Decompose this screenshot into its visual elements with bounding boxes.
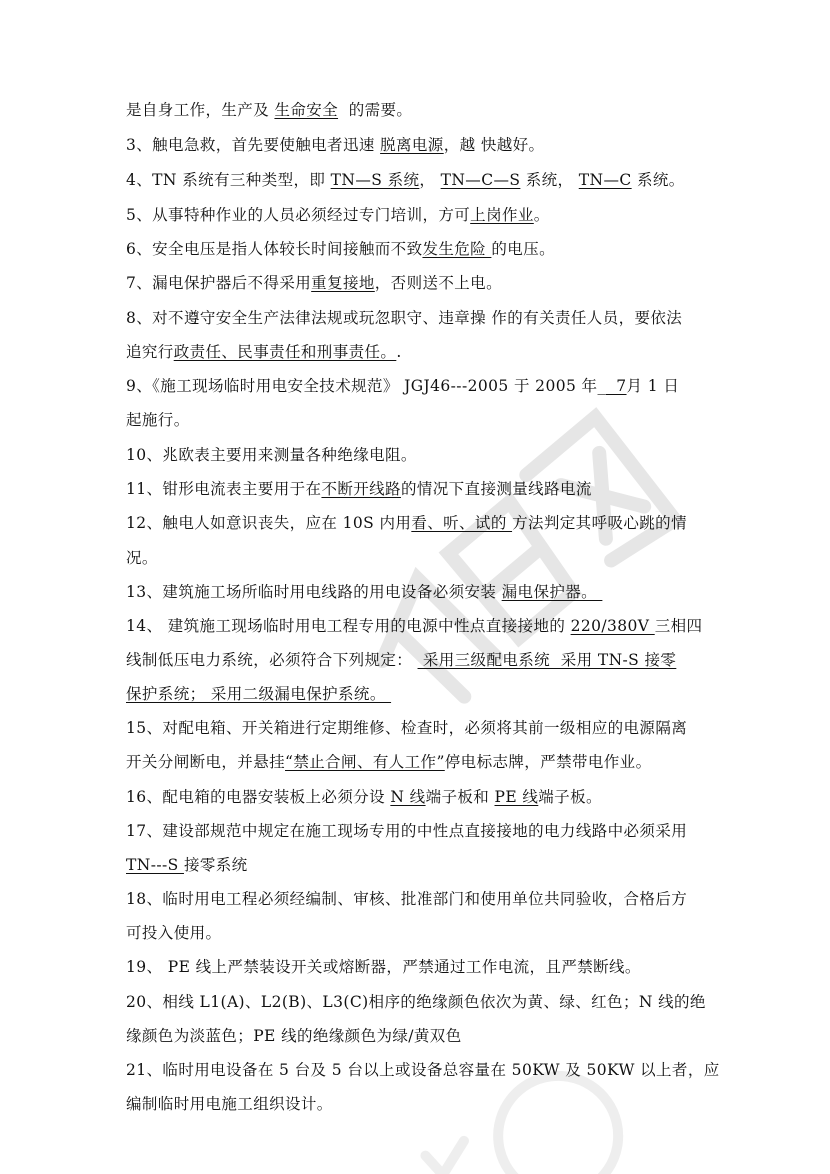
text: 的电压。 [491, 240, 556, 258]
text: 13、建筑施工场所临时用电线路的用电设备必须安装 [126, 583, 502, 601]
text: 19、 PE 线上严禁装设开关或熔断器，严禁通过工作电流，且严禁断线。 [126, 958, 641, 976]
answer: 脱离电源 [380, 136, 444, 154]
line-27 [126, 990, 706, 1012]
line-25 [126, 921, 221, 943]
text: 可投入使用。 [126, 924, 222, 942]
line-19 [126, 716, 687, 738]
line-1 [126, 98, 412, 120]
line-3 [126, 168, 685, 190]
answer: N 线 [390, 788, 426, 806]
text: 起施行。 [126, 411, 190, 429]
text: 线制低压电力系统，必须符合下列规定： [126, 651, 418, 669]
text: 14、 建筑施工现场临时用电工程专用的电源中性点直接接地的 [126, 617, 571, 635]
answer: 保护系统； 采用二级漏电保护系统。 [126, 685, 392, 703]
text: 是自身工作，生产及 [126, 101, 275, 119]
line-13 [126, 511, 687, 533]
line-26 [126, 955, 641, 977]
line-30 [126, 1092, 333, 1114]
line-21 [126, 785, 602, 807]
text: 21、临时用电设备在 5 台及 5 台以上或设备总容量在 50KW 及 50KW 以上者，应 [126, 1061, 720, 1079]
text: 系统， [520, 171, 579, 189]
text: 端子板和 [425, 788, 495, 806]
text: 三相四 [654, 617, 703, 635]
line-11 [126, 443, 417, 465]
line-16 [126, 614, 702, 636]
line-15 [126, 580, 602, 602]
line-2 [126, 133, 544, 155]
text: 的需要。 [338, 101, 413, 119]
answer: 政责任、民事责任和刑事责任。 [173, 343, 397, 361]
text: 5、从事特种作业的人员必须经过专门培训，方可 [126, 206, 471, 224]
line-6 [126, 271, 502, 293]
text: 8、对不遵守安全生产法律法规或玩忽职守、违章操 作的有关责任人员，要依法 [126, 309, 683, 327]
text: 3、触电急救，首先要使触电者迅速 [126, 136, 381, 154]
answer: 看、听、试的 [411, 514, 513, 532]
answer: 7 [605, 377, 627, 395]
line-4 [126, 203, 550, 225]
text: 4、TN 系统有三种类型，即 [126, 171, 331, 189]
text: 7、漏电保护器后不得采用 [126, 274, 312, 292]
text: 15、对配电箱、开关箱进行定期维修、检查时，必须将其前一级相应的电源隔离 [126, 719, 688, 737]
text: 20、相线 L1(A)、L2(B)、L3(C)相序的绝缘颜色依次为黄、绿、红色；N 线的绝 [126, 993, 706, 1011]
answer: 不断开线路 [321, 480, 401, 498]
text: 况。 [126, 549, 158, 567]
answer: TN—C—S [440, 171, 521, 189]
text: 9、《施工现场临时用电安全技术规范》 JGJ46---2005 于 2005 年_ [126, 377, 606, 395]
text: 缘颜色为淡蓝色；PE 线的绝缘颜色为绿/黄双色 [126, 1027, 462, 1045]
answer: TN—C [578, 171, 632, 189]
line-7 [126, 306, 682, 328]
answer: “禁止合闸、有人工作” [285, 753, 445, 771]
text: ， [419, 171, 441, 189]
line-8 [126, 340, 402, 362]
text: 开关分闸断电，并悬挂 [126, 753, 286, 771]
text: ，否则送不上电。 [374, 274, 502, 292]
answer: 发生危险 [422, 240, 492, 258]
text: 编制临时用电施工组织设计。 [126, 1095, 333, 1113]
answer: TN---S [126, 856, 184, 874]
line-17 [126, 648, 676, 670]
answer: 上岗作业 [470, 206, 534, 224]
text: 端子板。 [538, 788, 602, 806]
line-28 [126, 1024, 462, 1046]
text: 月 1 日 [626, 377, 680, 395]
text: . [396, 343, 402, 361]
text: 18、临时用电工程必须经编制、审核、批准部门和使用单位共同验收，合格后方 [126, 890, 688, 908]
line-23 [126, 853, 248, 875]
text: 方法判定其呼吸心跳的情 [512, 514, 687, 532]
text: 。 [533, 206, 550, 224]
text: 16、配电箱的电器安装板上必须分设 [126, 788, 391, 806]
text: 17、建设部规范中规定在施工现场专用的中性点直接接地的电力线路中必须采用 [126, 822, 688, 840]
watermark-text: 华知网 [300, 286, 347, 304]
answer: 重复接地 [311, 274, 375, 292]
text: 10、兆欧表主要用来测量各种绝缘电阻。 [126, 446, 417, 464]
answer: 漏电保护器。 [501, 583, 603, 601]
line-24 [126, 887, 687, 909]
answer: TN—S 系统 [330, 171, 420, 189]
line-10 [126, 408, 190, 430]
text: 11、钳形电流表主要用于在 [126, 480, 322, 498]
line-14 [126, 546, 158, 568]
line-18 [126, 682, 391, 704]
answer: PE 线 [494, 788, 539, 806]
text: 接零系统 [183, 856, 248, 874]
answer: 220/380V [570, 617, 655, 635]
line-5 [126, 237, 555, 259]
line-20 [126, 750, 651, 772]
text: 追究行 [126, 343, 174, 361]
answer: 采用三级配电系统 采用 TN-S 接零 [417, 651, 677, 669]
line-22 [126, 819, 687, 841]
text: 停电标志牌，严禁带电作业。 [444, 753, 652, 771]
line-9 [126, 374, 679, 396]
text: 12、触电人如意识丧失，应在 10S 内用 [126, 514, 412, 532]
line-12 [126, 477, 592, 499]
line-29 [126, 1058, 720, 1080]
text: 的情况下直接测量线路电流 [400, 480, 592, 498]
text: 6、安全电压是指人体较长时间接触而不致 [126, 240, 423, 258]
answer: 生命安全 [274, 101, 339, 119]
text: 系统。 [631, 171, 685, 189]
text: ，越 快越好。 [443, 136, 545, 154]
